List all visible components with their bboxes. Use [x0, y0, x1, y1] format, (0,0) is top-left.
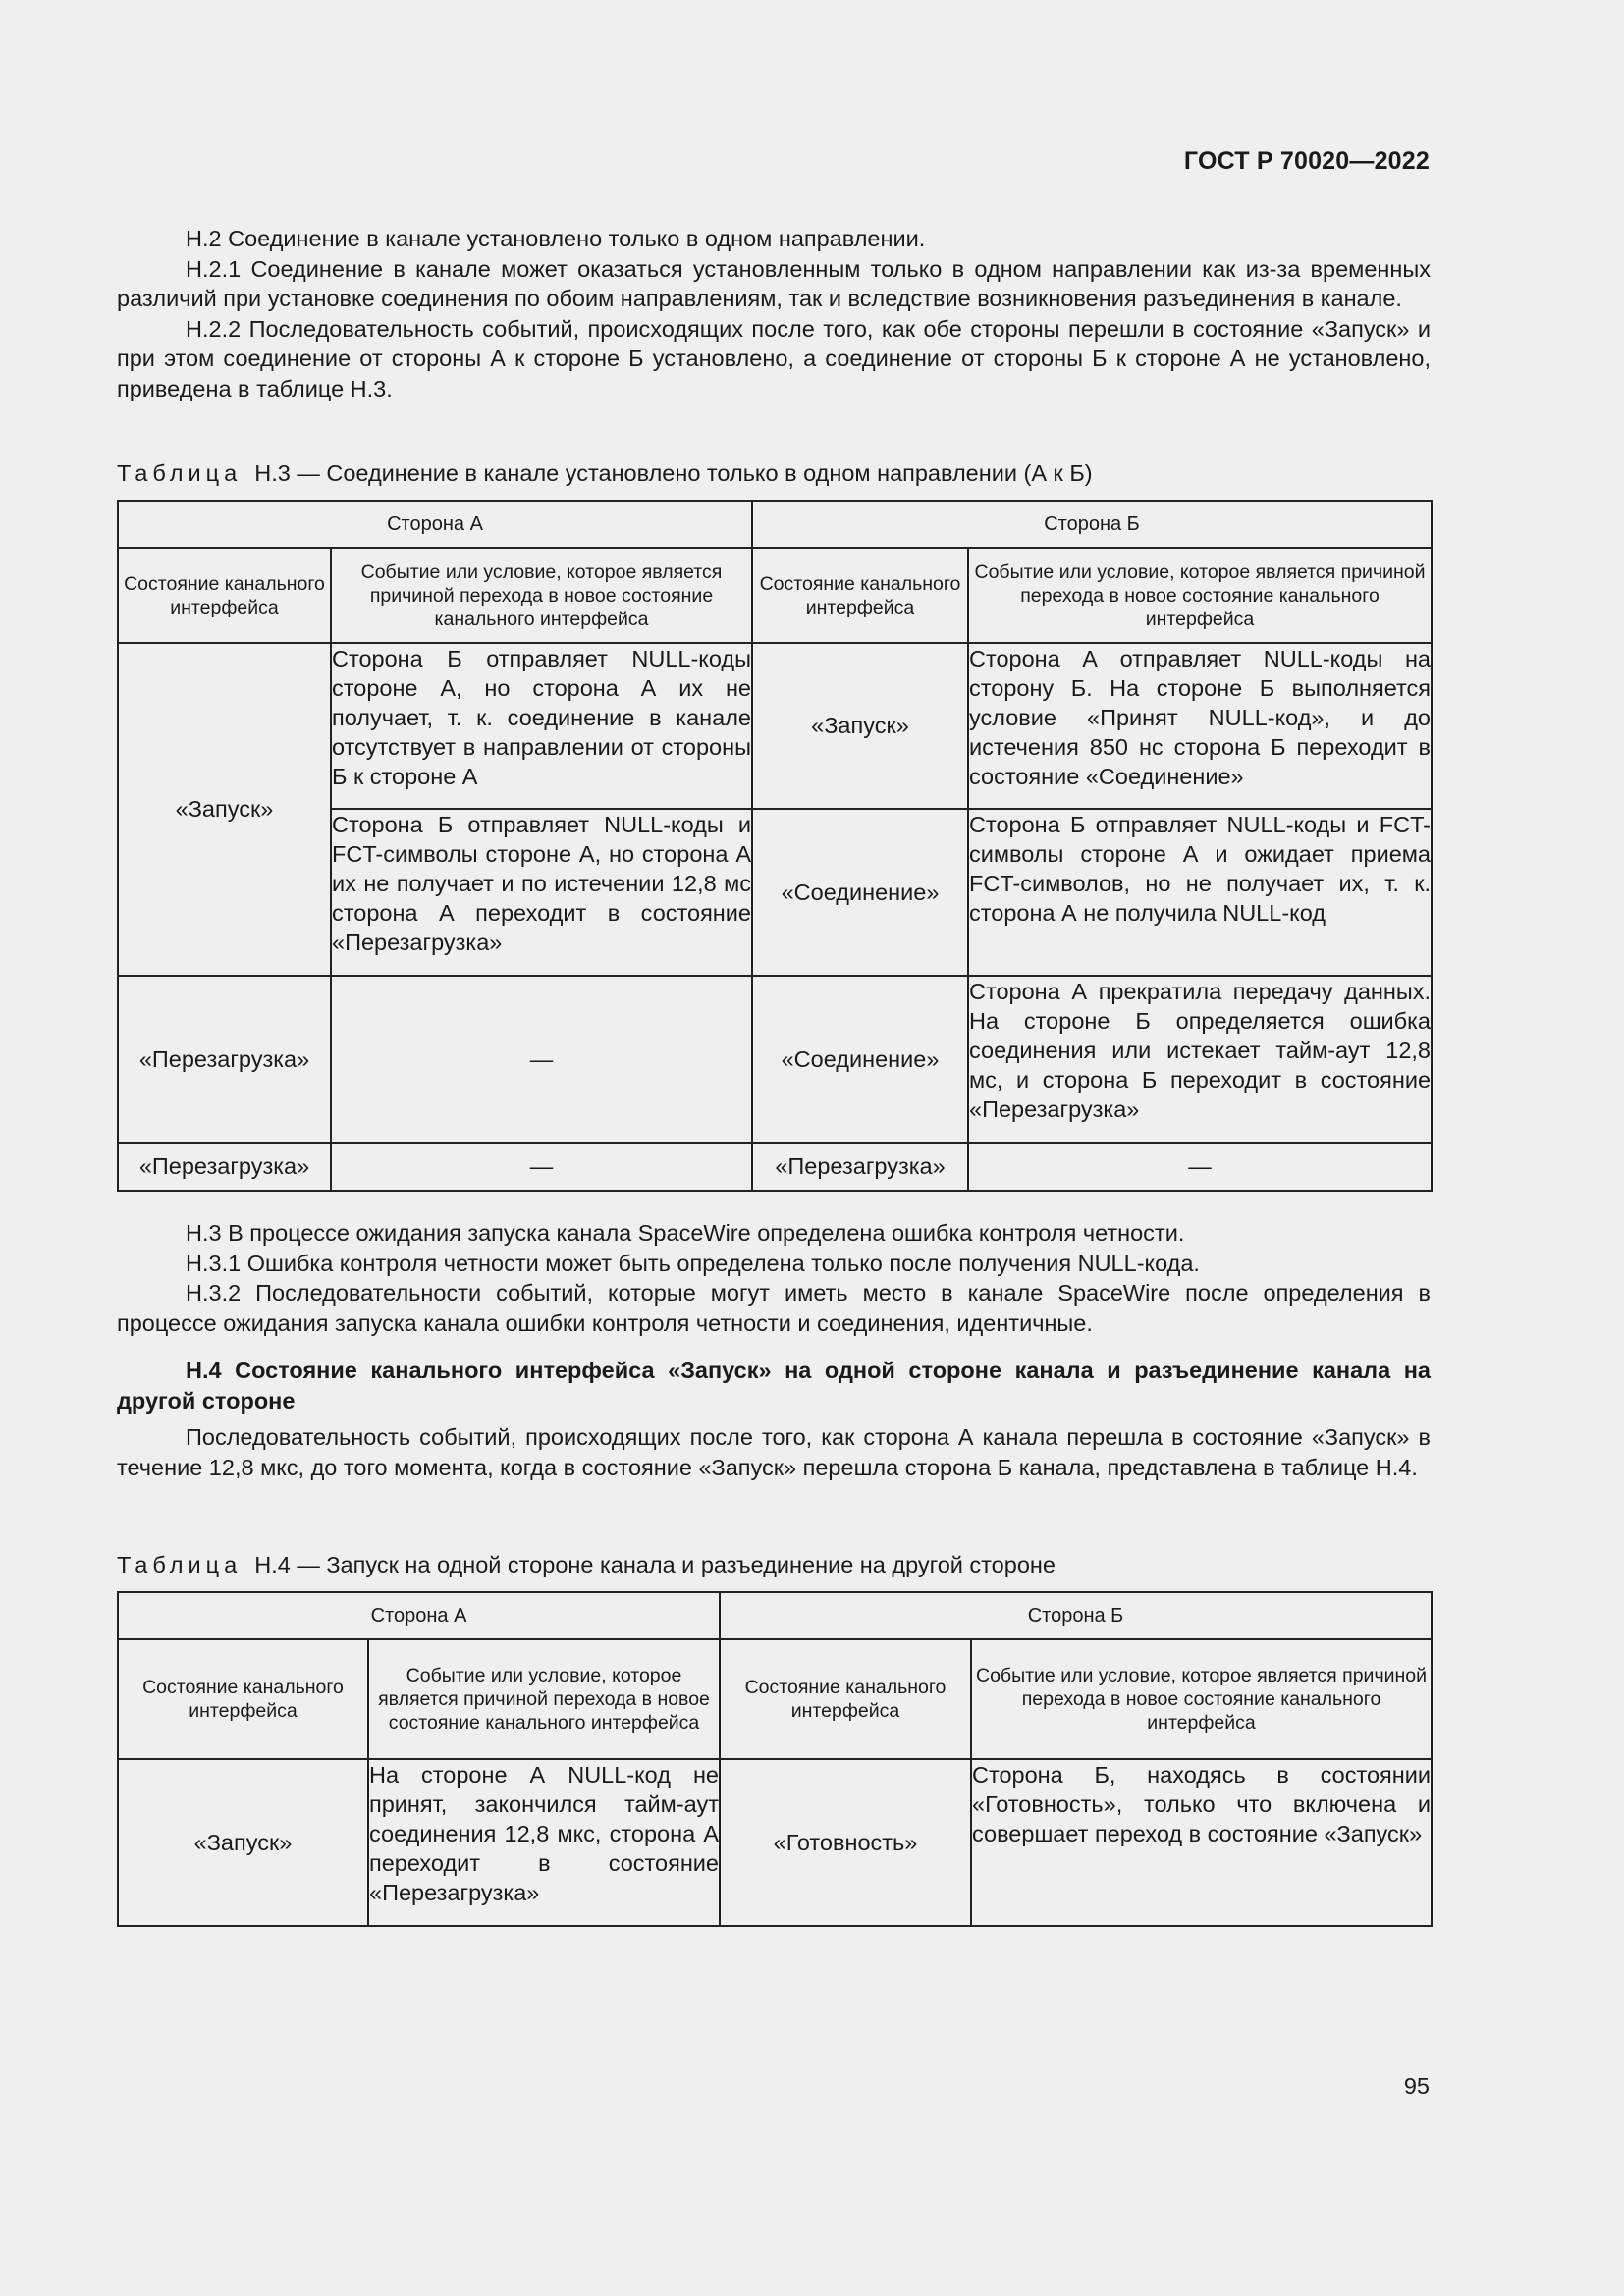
- table-header-row: [118, 1592, 1432, 1639]
- paragraph: Н.3.1 Ошибка контроля четности может быть определена только после получения NULL-кода.: [186, 1250, 1200, 1276]
- cell-event-a: Сторона Б отправляет NULL-коды стороне А, но сторона А их не получает, т. к. соединение в канале отсутствует в направлении от стороны Б к стороне А: [331, 643, 752, 809]
- cell-event-b: Сторона Б отправляет NULL-коды и FCT-символы стороне А и ожидает приема FCT-символов, но не получает их, т. к. сторона А не получила NULL-код: [968, 809, 1432, 976]
- paragraph: Н.2.1 Соединение в канале может оказаться установленным только в одном направлении как из-за временных различий при установке соединения по обоим направлениям, так и вследствие возникновения разъединения в канале.: [117, 255, 1431, 311]
- cell-event-a: Сторона Б отправляет NULL-коды и FCT-символы стороне А, но сторона А их не получает и по истечении 12,8 мс сторона А переходит в состояние «Перезагрузка»: [331, 809, 752, 976]
- cell-state-b: «Перезагрузка»: [752, 1143, 968, 1191]
- header-state-b: Состояние канального интерфейса: [720, 1639, 971, 1759]
- header-state-a: Состояние канального интерфейса: [118, 1639, 368, 1759]
- table-h4-caption: [117, 1550, 1056, 1579]
- table-subheader-row: [118, 548, 1432, 643]
- paragraph: Н.3 В процессе ожидания запуска канала SpaceWire определена ошибка контроля четности.: [186, 1220, 1185, 1246]
- cell-event-b: —: [968, 1143, 1432, 1191]
- cell-state-b: «Готовность»: [720, 1759, 971, 1926]
- cell-event-b: Сторона Б, находясь в состоянии «Готовность», только что включена и совершает переход в состояние «Запуск»: [971, 1759, 1432, 1926]
- cell-event-a: —: [331, 1143, 752, 1191]
- cell-event-a: На стороне А NULL-код не принят, закончился тайм-аут соединения 12,8 мкс, сторона А переходит в состояние «Перезагрузка»: [368, 1759, 720, 1926]
- cell-state-a: «Перезагрузка»: [118, 976, 331, 1143]
- cell-state-a: «Перезагрузка»: [118, 1143, 331, 1191]
- table-h3-caption: [117, 458, 1093, 488]
- table-subheader-row: [118, 1639, 1432, 1759]
- table-header-row: [118, 501, 1432, 548]
- cell-state-b: «Соединение»: [752, 976, 968, 1143]
- caption-word: Таблица: [117, 460, 243, 486]
- table-row: [118, 976, 1432, 1143]
- section-h2-text: [117, 224, 1431, 403]
- cell-event-a: —: [331, 976, 752, 1143]
- paragraph: Н.2 Соединение в канале установлено только в одном направлении.: [186, 226, 926, 251]
- caption-text: Н.3 — Соединение в канале установлено только в одном направлении (А к Б): [254, 460, 1093, 486]
- section-heading: Н.4 Состояние канального интерфейса «Запуск» на одной стороне канала и разъединение канала на другой стороне: [117, 1358, 1431, 1414]
- table-row: [118, 1143, 1432, 1191]
- cell-event-b: Сторона А прекратила передачу данных. На стороне Б определяется ошибка соединения или истекает тайм-аут 12,8 мс, и сторона Б переходит в состояние «Перезагрузка»: [968, 976, 1432, 1143]
- cell-state-a: «Запуск»: [118, 1759, 368, 1926]
- table-h4: [117, 1591, 1433, 1927]
- header-event-b: Событие или условие, которое является причиной перехода в новое состояние канального интерфейса: [971, 1639, 1432, 1759]
- header-side-a: Сторона А: [118, 1592, 720, 1639]
- caption-text: Н.4 — Запуск на одной стороне канала и разъединение на другой стороне: [254, 1552, 1056, 1577]
- page-number: 95: [1403, 2073, 1430, 2099]
- table-row: [118, 1759, 1432, 1926]
- header-state-b: Состояние канального интерфейса: [752, 548, 968, 643]
- header-event-a: Событие или условие, которое является причиной перехода в новое состояние канального интерфейса: [368, 1639, 720, 1759]
- document-id-header: ГОСТ Р 70020—2022: [1183, 147, 1430, 175]
- cell-event-b: Сторона А отправляет NULL-коды на сторону Б. На стороне Б выполняется условие «Принят NULL-код», и до истечения 850 нс сторона Б переходит в состояние «Соединение»: [968, 643, 1432, 809]
- header-state-a: Состояние канального интерфейса: [118, 548, 331, 643]
- section-h4-text: [117, 1356, 1431, 1482]
- header-side-b: Сторона Б: [720, 1592, 1432, 1639]
- header-side-a: Сторона А: [118, 501, 752, 548]
- header-side-b: Сторона Б: [752, 501, 1432, 548]
- caption-word: Таблица: [117, 1552, 243, 1577]
- paragraph: Н.3.2 Последовательности событий, которые могут иметь место в канале SpaceWire после определения в процессе ожидания запуска канала ошибки контроля четности и соединения, идентичные.: [117, 1280, 1431, 1336]
- header-event-b: Событие или условие, которое является причиной перехода в новое состояние канального интерфейса: [968, 548, 1432, 643]
- paragraph: Н.2.2 Последовательность событий, происходящих после того, как обе стороны перешли в состояние «Запуск» и при этом соединение от стороны А к стороне Б установлено, а соединение от стороны Б к стороне А не установлено, приведена в таблице Н.3.: [117, 315, 1431, 401]
- cell-state-a: «Запуск»: [118, 643, 331, 976]
- paragraph: Последовательность событий, происходящих после того, как сторона А канала перешла в состояние «Запуск» в течение 12,8 мкс, до того момента, когда в состояние «Запуск» перешла сторона Б канала, представлена в таблице Н.4.: [117, 1424, 1431, 1480]
- cell-state-b: «Соединение»: [752, 809, 968, 976]
- header-event-a: Событие или условие, которое является причиной перехода в новое состояние канального интерфейса: [331, 548, 752, 643]
- table-h3: [117, 500, 1433, 1192]
- cell-state-b: «Запуск»: [752, 643, 968, 809]
- table-row: [118, 643, 1432, 809]
- section-h3-text: [117, 1218, 1431, 1338]
